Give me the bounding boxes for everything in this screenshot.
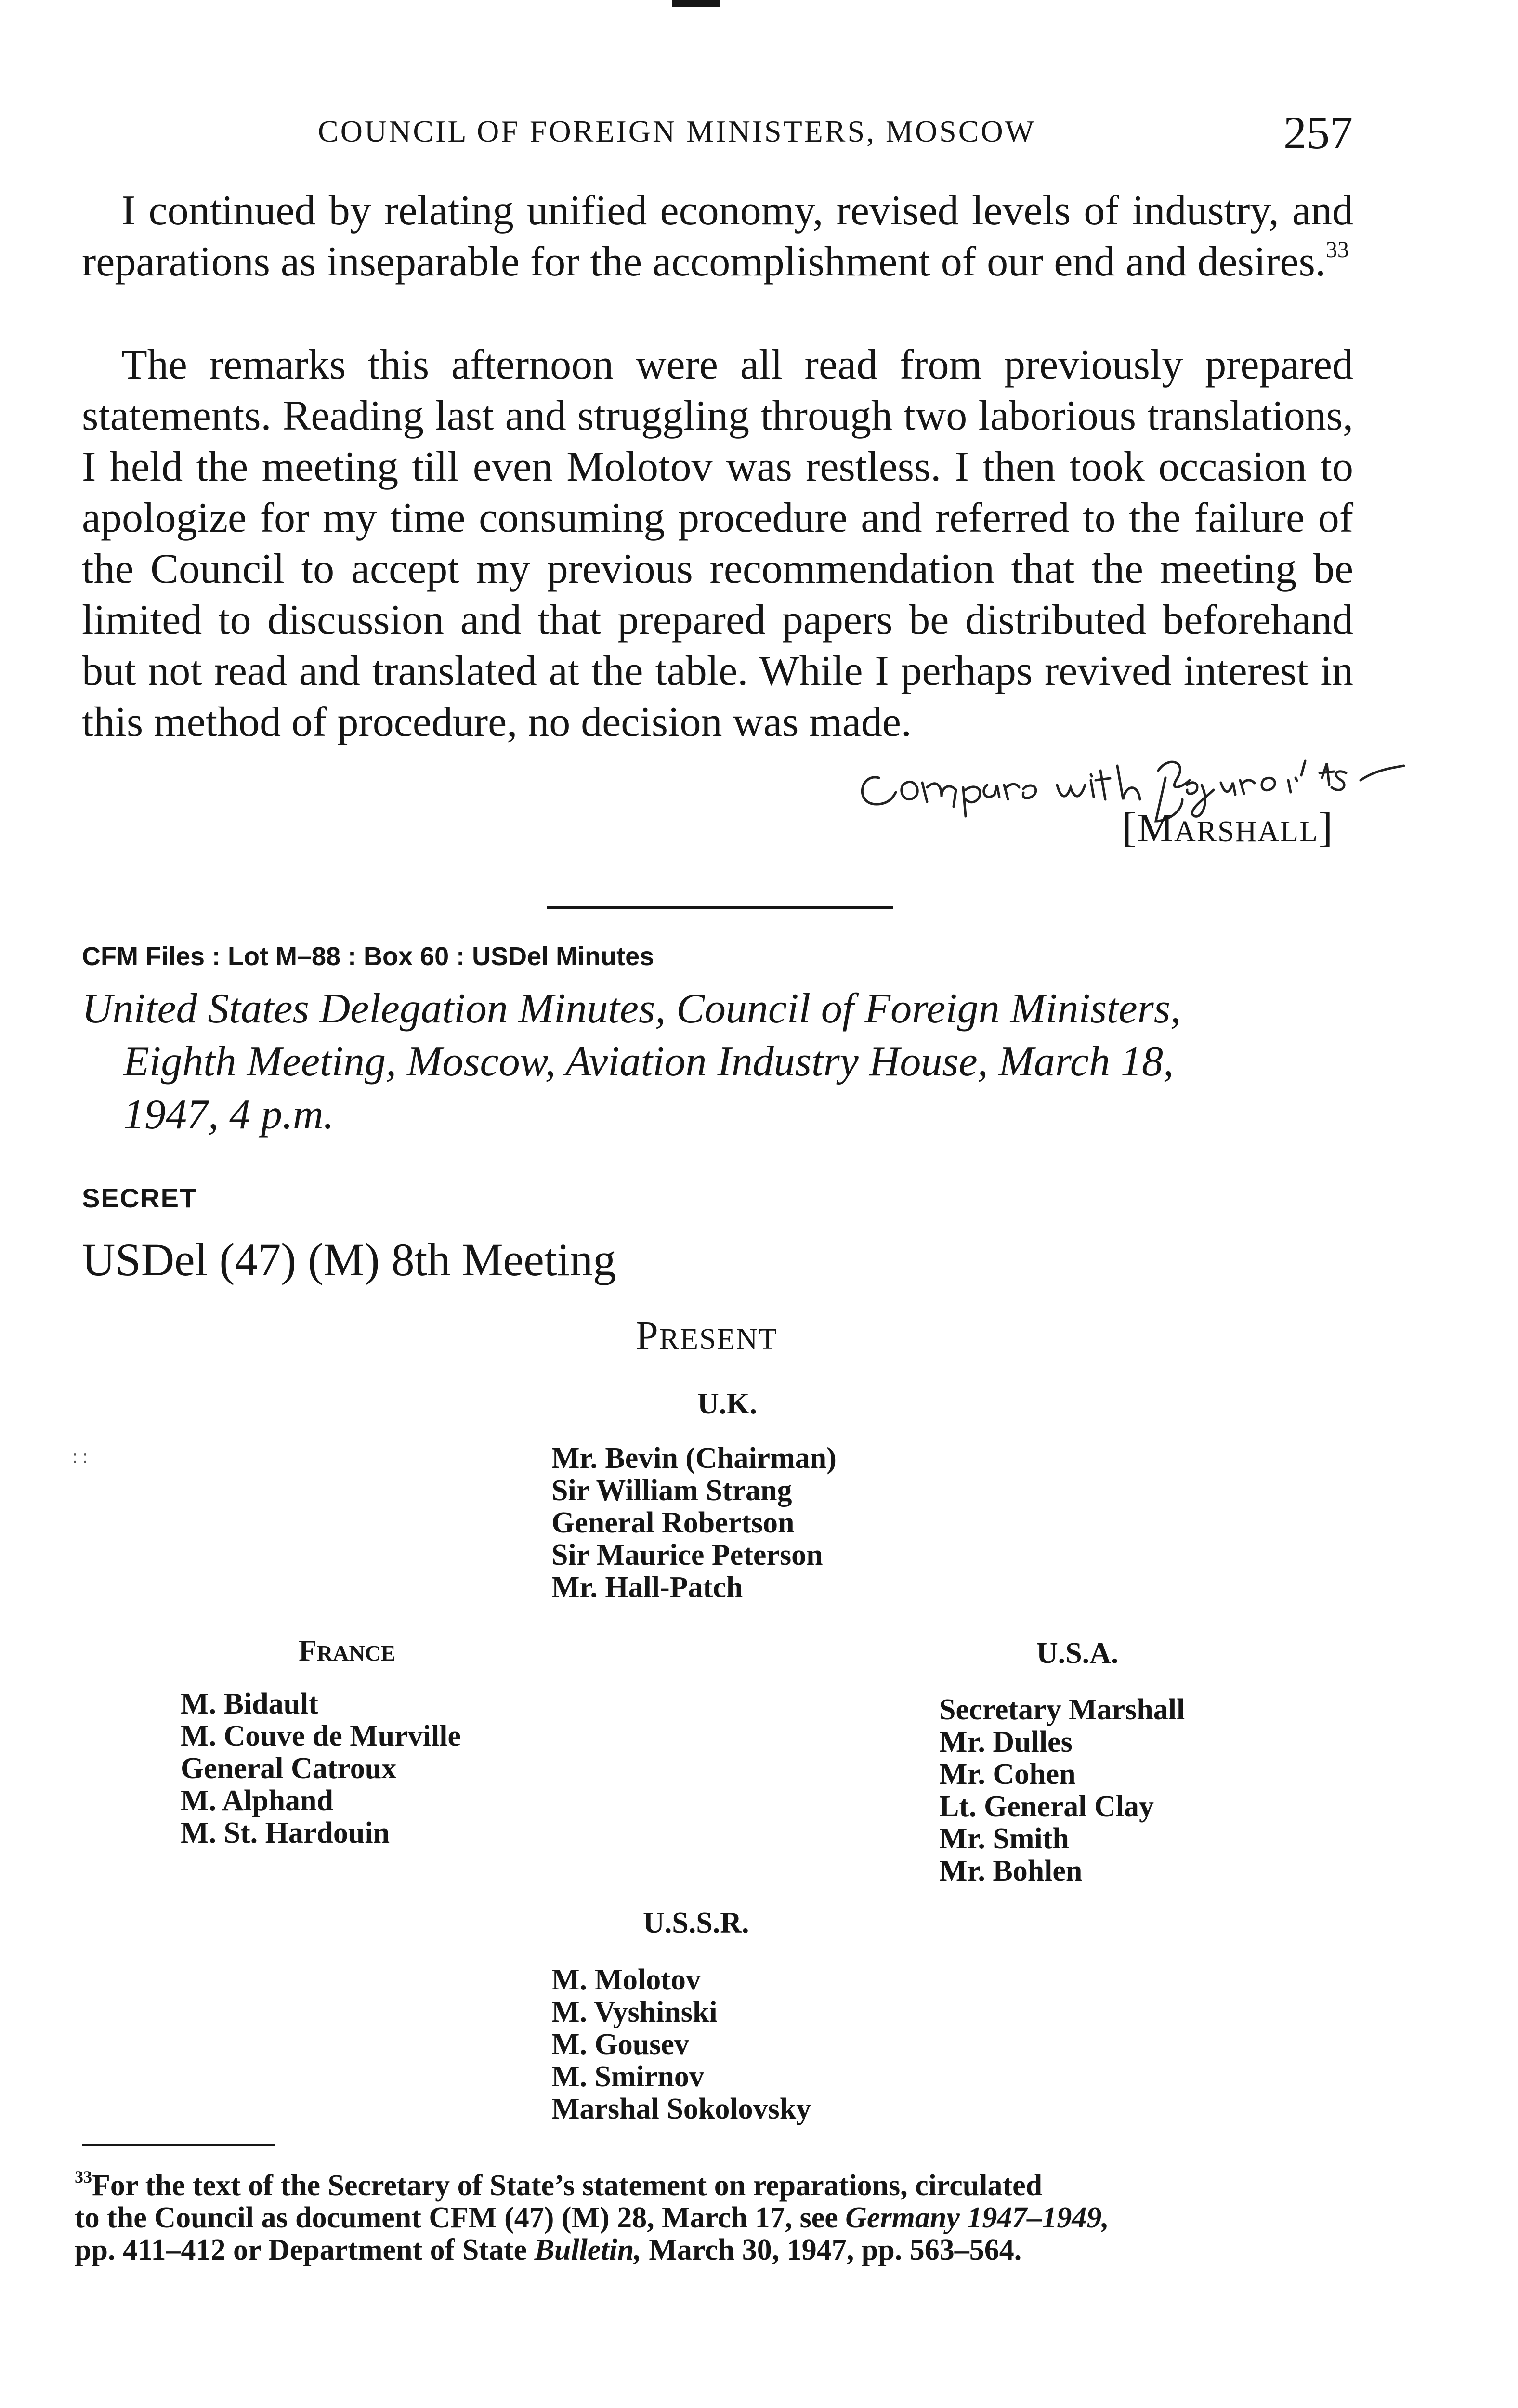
delegation-heading-france [299,1634,395,1668]
footnote-line-3-tail: March 30, 1947, pp. 563–564. [641,2234,1022,2266]
list-item: M. Couve de Murville [181,1720,461,1753]
delegation-heading-usa: U.S.A. [1036,1637,1119,1670]
delegation-heading-uk: U.K. [697,1387,757,1420]
page-number: 257 [1283,107,1353,158]
footnote-line-1-text: For the text of the Secretary of State’s statement on reparations, circulated [92,2169,1043,2202]
footnote-divider [82,2144,275,2146]
signature-first-letter: M [1137,806,1175,851]
list-item: General Robertson [551,1506,795,1539]
list-item: M. St. Hardouin [181,1817,390,1849]
footnote-ref-33[interactable]: 33 [1325,237,1349,262]
list-item: M. Gousev [551,2028,689,2061]
footnote-number: 33 [75,2167,92,2186]
footnote-line-2-text: to the Council as document CFM (47) (M) 28, March 17, see [75,2201,846,2234]
footnote-line-2 [75,2202,1356,2234]
delegation-list-france [181,1688,461,1849]
present-heading [636,1312,778,1359]
list-item: Mr. Bevin (Chairman) [551,1442,837,1475]
list-item: M. Smirnov [551,2060,704,2093]
footnote-line-1 [75,2167,1356,2202]
delegation-heading-ussr: U.S.S.R. [643,1907,749,1939]
list-item: M. Molotov [551,1963,701,1996]
paragraph-1-text: I continued by relating unified economy, revised levels of industry, and reparations as inseparable for the accomplishment of our end and desires. [82,187,1353,285]
list-item: Mr. Smith [939,1822,1069,1855]
list-item: Mr. Bohlen [939,1855,1083,1887]
signature-open-bracket: [ [1122,804,1138,851]
top-edge-mark [672,0,720,7]
footnote-citation-bulletin: Bulletin, [534,2234,641,2266]
present-first-letter: P [636,1313,659,1358]
section-divider [547,906,893,909]
running-header-title: COUNCIL OF FOREIGN MINISTERS, MOSCOW [318,114,1036,148]
france-heading-rest: RANCE [316,1641,396,1665]
list-item: Mr. Cohen [939,1758,1076,1791]
footnote-33 [75,2167,1356,2266]
margin-marks: : : [72,1445,88,1467]
list-item: Mr. Dulles [939,1726,1073,1758]
delegation-list-usa [939,1694,1185,1887]
list-item: Marshal Sokolovsky [551,2093,811,2125]
document-title-line-1: United States Delegation Minutes, Council of Foreign Ministers, [82,985,1181,1032]
footnote-line-3 [75,2234,1356,2266]
signature-close-bracket: ] [1318,804,1334,851]
list-item: Mr. Hall-Patch [551,1571,743,1604]
document-title [82,982,1353,1141]
list-item: M. Bidault [181,1688,318,1720]
france-heading-first: F [299,1635,317,1667]
footnote-citation-germany: Germany 1947–1949, [845,2201,1109,2234]
delegation-list-ussr [551,1964,811,2125]
document-title-line-2: Eighth Meeting, Moscow, Aviation Industry House, March 18, [123,1038,1174,1085]
list-item: Sir Maurice Peterson [551,1539,823,1571]
delegation-list-uk [551,1442,837,1604]
running-header [0,107,1518,158]
list-item: Lt. General Clay [939,1790,1154,1823]
list-item: M. Vyshinski [551,1996,718,2028]
signature-marshall [1122,803,1334,852]
present-rest: RESENT [659,1323,778,1356]
classification-label: SECRET [82,1183,197,1213]
footnote-line-3-text: pp. 411–412 or Department of State [75,2234,535,2266]
list-item: M. Alphand [181,1784,334,1817]
paragraph-1 [82,185,1353,288]
meeting-id: USDel (47) (M) 8th Meeting [82,1234,616,1285]
list-item: Sir William Strang [551,1474,792,1507]
paragraph-2: The remarks this afternoon were all read from previously prepared statements. Reading last and struggling through two laborious translations, I held the meeting till even Molotov was restless. I then took occasion to apologize for my time consuming procedure and referred to the failure of the Council to accept my previous recommendation that the meeting be limited to discussion and that prepared papers be distributed beforehand but not read and translated at the table. While I perhaps revived interest in this method of procedure, no decision was made. [82,341,1353,746]
signature-rest: ARSHALL [1174,815,1319,848]
file-reference: CFM Files : Lot M–88 : Box 60 : USDel Minutes [82,942,654,971]
document-title-line-3: 1947, 4 p.m. [123,1091,334,1138]
list-item: General Catroux [181,1752,397,1785]
list-item: Secretary Marshall [939,1693,1185,1726]
